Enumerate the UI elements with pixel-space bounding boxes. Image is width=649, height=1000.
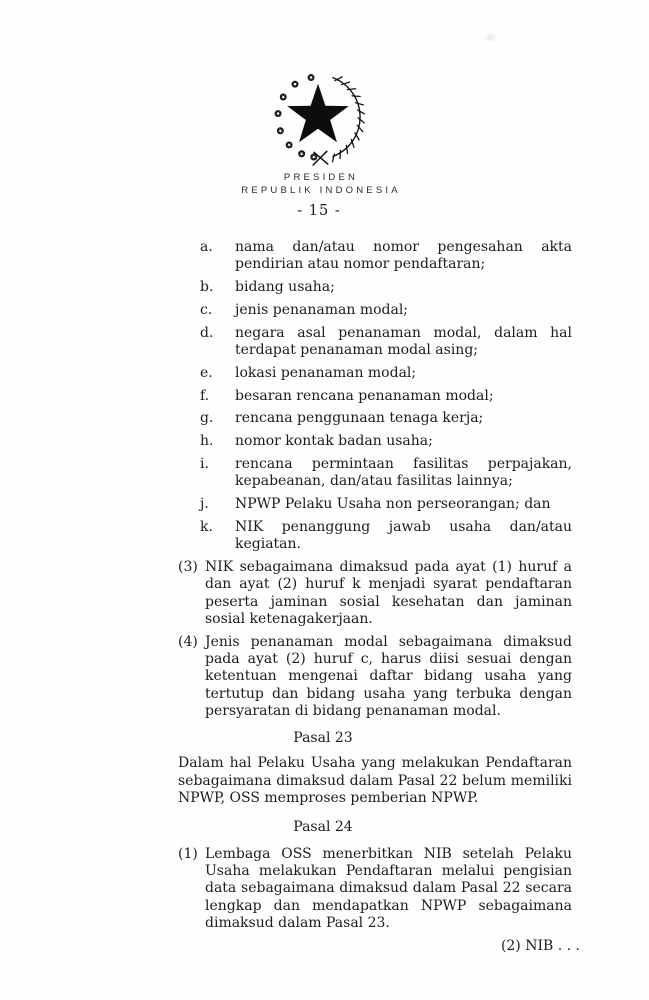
item-text: negara asal penanaman modal, dalam hal terdapat penanaman modal asing; xyxy=(235,324,572,358)
item-text: nomor kontak badan usaha; xyxy=(235,433,433,450)
item-marker: b. xyxy=(200,279,214,296)
list-item-a xyxy=(200,239,572,274)
ayat-3 xyxy=(178,559,572,628)
pasal-24-ayat-1 xyxy=(178,846,572,932)
letterhead-presiden: PRESIDEN xyxy=(283,172,359,183)
list-item-b xyxy=(200,279,572,296)
item-marker: e. xyxy=(200,364,213,381)
pasal-23-heading: Pasal 23 xyxy=(293,730,353,747)
item-text: besaran rencana penanaman modal; xyxy=(235,387,494,404)
item-marker: a. xyxy=(200,239,213,255)
page-number: - 15 - xyxy=(297,203,341,219)
item-marker: d. xyxy=(200,324,214,341)
item-marker: (4) xyxy=(178,633,198,650)
star-icon xyxy=(287,84,348,142)
item-marker: (3) xyxy=(178,558,198,575)
list-item-j xyxy=(200,496,572,513)
item-text: NIK sebagaimana dimaksud pada ayat (1) huruf a dan ayat (2) huruf k menjadi syarat pendaftaran peserta jaminan sosial kesehatan dan jaminan sosial ketenagakerjaan. xyxy=(205,558,572,627)
item-marker: g. xyxy=(200,410,214,427)
item-marker: i. xyxy=(200,455,209,472)
item-text: lokasi penanaman modal; xyxy=(235,364,417,381)
presidential-seal-icon xyxy=(270,74,366,166)
item-text: NPWP Pelaku Usaha non perseorangan; dan xyxy=(235,496,551,513)
item-text: Lembaga OSS menerbitkan NIB setelah Pelaku Usaha melakukan Pendaftaran melalui pengisian data sebagaimana dimaksud dalam Pasal 22 secara lengkap dan mendapatkan NPWP sebagaimana dimaksud dalam Pasal 23. xyxy=(205,845,572,931)
list-item-i xyxy=(200,456,572,491)
item-marker: h. xyxy=(200,433,214,450)
item-text: bidang usaha; xyxy=(235,279,335,296)
item-text: Jenis penanaman modal sebagaimana dimaksud pada ayat (2) huruf c, harus diisi sesuai dengan ketentuan mengenai daftar bidang usaha yang tertutup dan bidang usaha yang terbuka dengan persyaratan di bidang penanaman modal. xyxy=(205,633,572,719)
scan-smudge xyxy=(486,34,495,41)
item-marker: c. xyxy=(200,301,213,318)
document-body xyxy=(178,239,580,955)
item-text: rencana penggunaan tenaga kerja; xyxy=(235,410,484,427)
item-text: NIK penanggung jawab usaha dan/atau kegiatan. xyxy=(235,518,572,553)
list-item-e xyxy=(200,365,572,382)
item-marker: k. xyxy=(200,518,213,535)
pasal-23-body: Dalam hal Pelaku Usaha yang melakukan Pendaftaran sebagaimana dimaksud dalam Pasal 22 belum memiliki NPWP, OSS memproses pemberian NPWP. xyxy=(178,755,572,807)
list-item-k xyxy=(200,519,572,554)
item-text: nama dan/atau nomor pengesahan akta pendirian atau nomor pendaftaran; xyxy=(235,239,572,273)
item-text: rencana permintaan fasilitas perpajakan, kepabeanan, dan/atau fasilitas lainnya; xyxy=(235,455,572,490)
catchword: (2) NIB . . . xyxy=(500,938,580,955)
list-item-h xyxy=(200,433,572,450)
item-marker: (1) xyxy=(178,845,198,862)
list-item-c xyxy=(200,302,572,319)
list-item-d xyxy=(200,325,572,360)
list-item-g xyxy=(200,410,572,427)
ayat-4 xyxy=(178,634,572,720)
item-marker: f. xyxy=(200,387,210,404)
item-marker: j. xyxy=(200,496,209,513)
list-item-f xyxy=(200,388,572,405)
item-text: jenis penanaman modal; xyxy=(235,301,409,318)
letterhead-republik-indonesia: REPUBLIK INDONESIA xyxy=(241,185,401,196)
pasal-24-heading: Pasal 24 xyxy=(293,819,353,836)
